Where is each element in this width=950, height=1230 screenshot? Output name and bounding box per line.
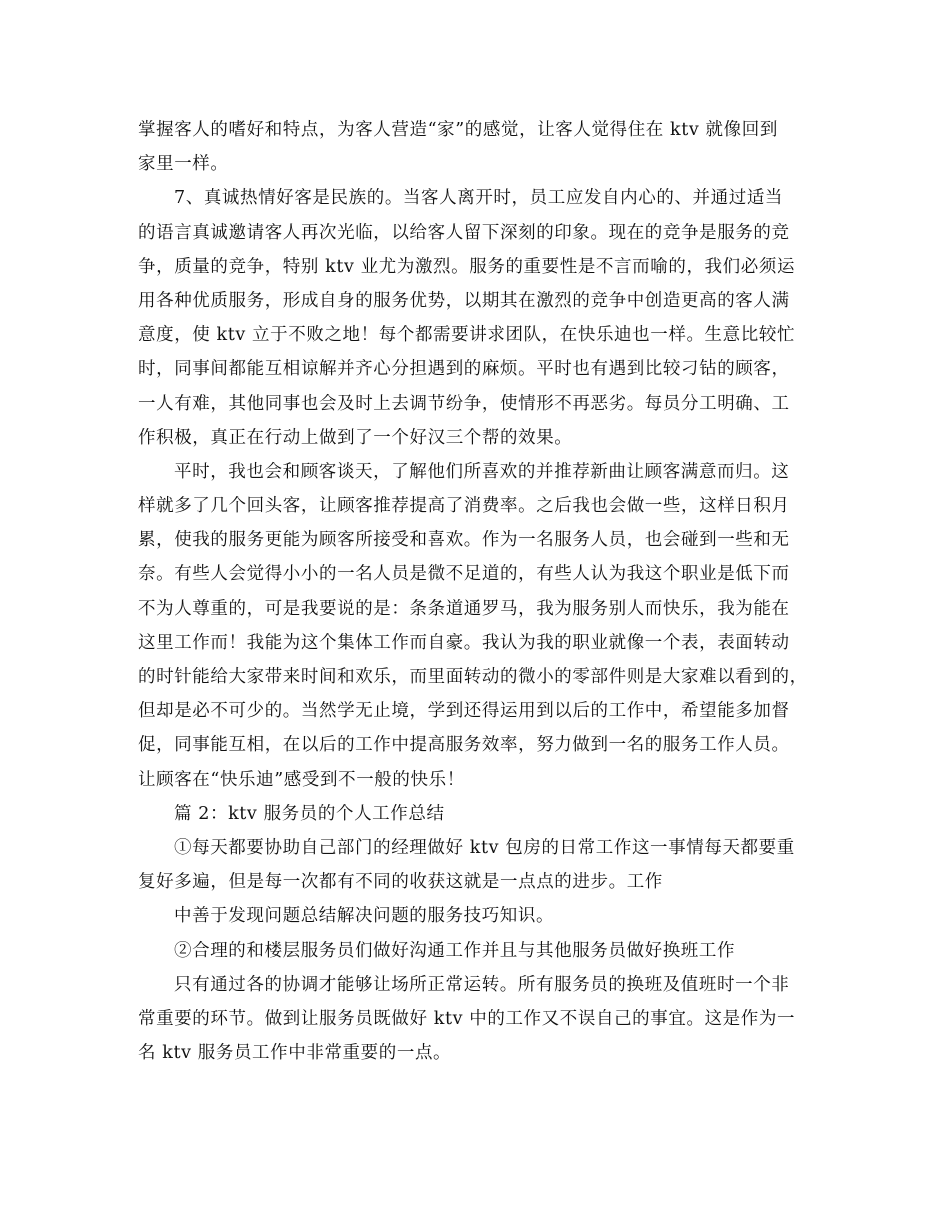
text-line: 促，同事能互相，在以后的工作中提高服务效率，努力做到一名的服务工作人员。 [138, 735, 790, 756]
text-line: 时，同事间都能互相谅解并齐心分担遇到的麻烦。平时也有遇到比较刁钻的顾客， [138, 359, 790, 380]
text-line: 争，质量的竞争，特别 ktv 业尤为激烈。服务的重要性是不言而喻的，我们必须运 [138, 256, 796, 277]
text-line: 复好多遍，但是每一次都有不同的收获这就是一点点的进步。工作 [138, 872, 663, 893]
text-line: 只有通过各的协调才能够让场所正常运转。所有服务员的换班及值班时一个非 [174, 974, 790, 995]
text-line: 家里一样。 [138, 154, 229, 175]
text-line: 7、真诚热情好客是民族的。当客人离开时，员工应发自内心的、并通过适当 [174, 188, 784, 209]
text-line: 中善于发现问题总结解决问题的服务技巧知识。 [174, 906, 555, 927]
text-line: 作积极，真正在行动上做到了一个好汉三个帮的效果。 [138, 427, 573, 448]
text-line: 累，使我的服务更能为顾客所接受和喜欢。作为一名服务人员，也会碰到一些和无 [138, 530, 790, 551]
text-line: 用各种优质服务，形成自身的服务优势，以期其在激烈的竞争中创造更高的客人满 [138, 290, 790, 311]
text-line: 但却是必不可少的。当然学无止境，学到还得运用到以后的工作中，希望能多加督 [138, 701, 790, 722]
text-line: 篇 2：ktv 服务员的个人工作总结 [174, 803, 445, 824]
text-line: 常重要的环节。做到让服务员既做好 ktv 中的工作又不误自己的事宜。这是作为一 [138, 1008, 796, 1029]
text-line: 的语言真诚邀请客人再次光临，以给客人留下深刻的印象。现在的竞争是服务的竞 [138, 222, 790, 243]
text-line: 奈。有些人会觉得小小的一名人员是微不足道的，有些人认为我这个职业是低下而 [138, 564, 790, 585]
text-line: 一人有难，其他同事也会及时上去调节纷争，使情形不再恶劣。每员分工明确、工 [138, 393, 790, 414]
text-line: 让顾客在“快乐迪”感受到不一般的快乐！ [138, 769, 465, 790]
text-line: 平时，我也会和顾客谈天，了解他们所喜欢的并推荐新曲让顾客满意而归。这 [174, 461, 790, 482]
text-line: 意度，使 ktv 立于不败之地！每个都需要讲求团队，在快乐迪也一样。生意比较忙 [138, 325, 796, 346]
text-line: ①每天都要协助自己部门的经理做好 ktv 包房的日常工作这一事情每天都要重 [174, 837, 795, 858]
text-line: ②合理的和楼层服务员们做好沟通工作并且与其他服务员做好换班工作 [174, 940, 736, 961]
text-line: 的时针能给大家带来时间和欢乐，而里面转动的微小的零部件则是大家难以看到的， [138, 667, 808, 687]
text-line: 这里工作而！我能为这个集体工作而自豪。我认为我的职业就像一个表，表面转动 [138, 632, 790, 653]
text-line: 掌握客人的嗜好和特点，为客人营造“家”的感觉，让客人觉得住在 ktv 就像回到 [138, 120, 778, 140]
document-body [138, 113, 822, 1070]
text-line: 不为人尊重的，可是我要说的是：条条道通罗马，我为服务别人而快乐，我为能在 [138, 598, 790, 619]
text-line: 名 ktv 服务员工作中非常重要的一点。 [138, 1043, 452, 1064]
text-line: 样就多了几个回头客，让顾客推荐提高了消费率。之后我也会做一些，这样日积月 [138, 496, 790, 517]
